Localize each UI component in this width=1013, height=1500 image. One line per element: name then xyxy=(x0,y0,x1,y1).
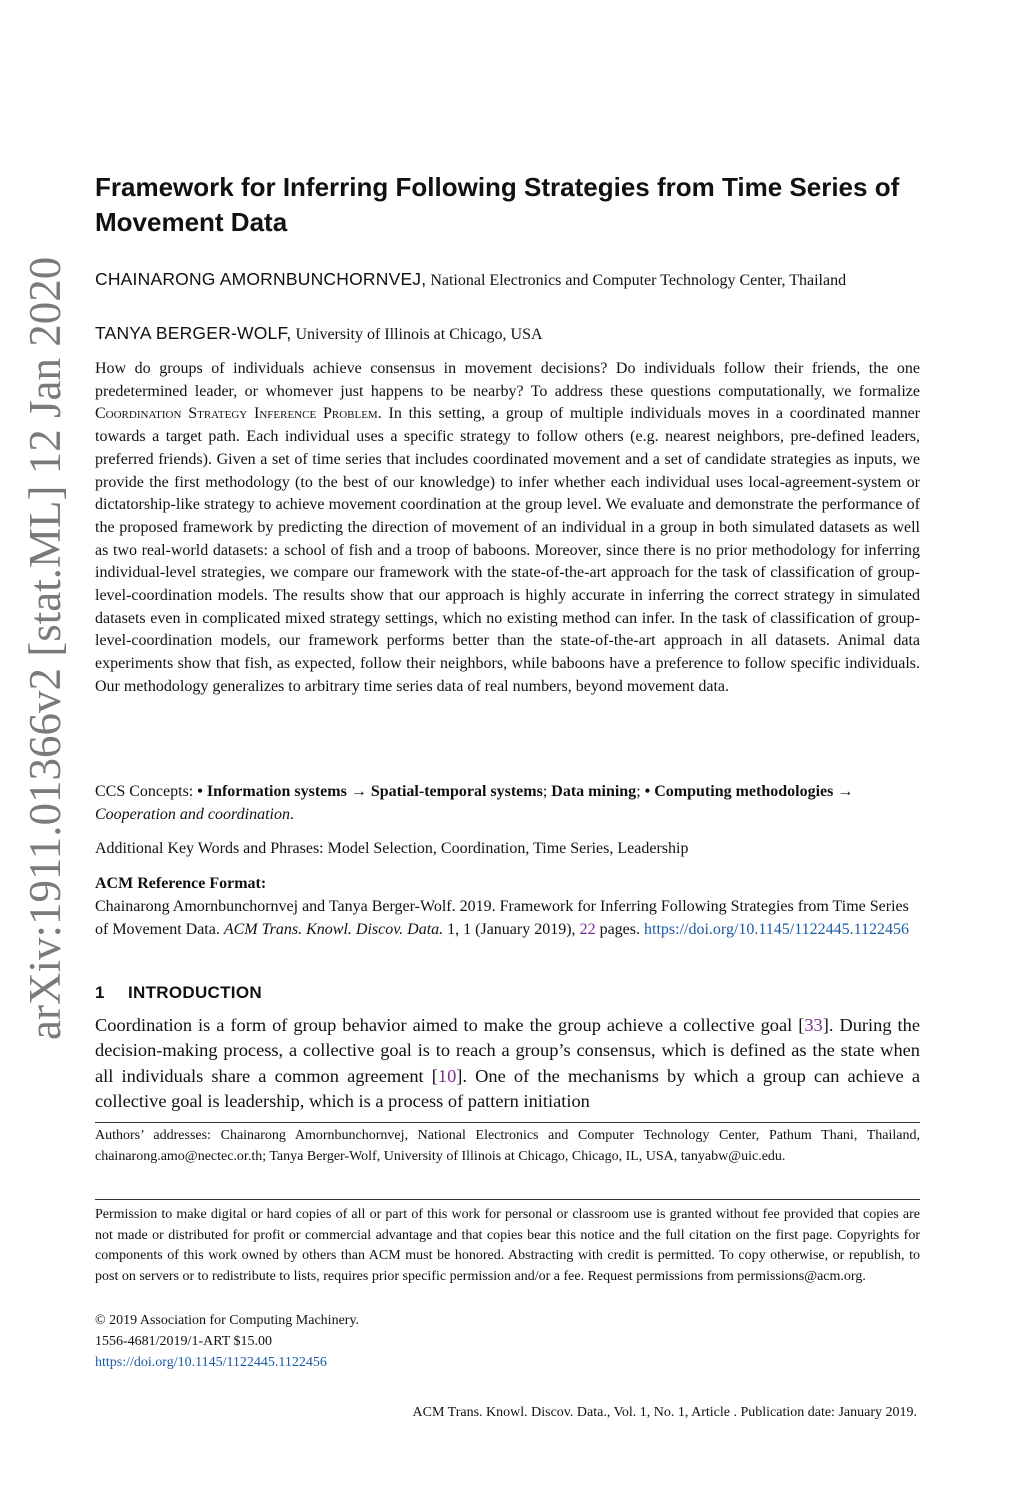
problem-name: Coordination Strategy Inference Problem xyxy=(95,405,378,423)
issn-line: 1556-4681/2019/1-ART $15.00 xyxy=(95,1334,273,1349)
doi-link[interactable]: https://doi.org/10.1145/1122445.1122456 xyxy=(95,1355,327,1370)
footnote-rule xyxy=(95,1122,920,1123)
ccs-concept-2: Computing methodologies xyxy=(654,783,834,800)
arxiv-sidebar-stamp: arXiv:1911.01366v2 [stat.ML] 12 Jan 2020 xyxy=(20,256,70,1040)
section-title: INTRODUCTION xyxy=(128,983,262,1002)
acm-reference xyxy=(95,872,920,941)
ccs-end: . xyxy=(289,806,294,823)
ccs-arrow-1: → xyxy=(346,783,371,800)
section-number: 1 xyxy=(95,983,105,1002)
permission-notice: Permission to make digital or hard copies of all or part of this work for personal or classroom use is granted without fee provided that copies are not made or distributed for profit or commercial advantage and that copies bear this notice and the full citation on the first page. Copyrights for components of this work owned by others than ACM must be honored. Abstracting with credit is permitted. To copy otherwise, or republish, to post on servers or to redistribute to lists, requires prior specific permission and/or a fee. Request permissions from permissions@acm.org. xyxy=(95,1207,920,1285)
author-1-name: CHAINARONG AMORNBUNCHORNVEJ, xyxy=(95,269,427,289)
ccs-concept-1: Information systems xyxy=(206,783,347,800)
author-2 xyxy=(95,320,925,348)
author-1-affiliation: National Electronics and Computer Technology Center, Thailand xyxy=(426,272,847,289)
running-footer: ACM Trans. Knowl. Discov. Data., Vol. 1, No. 1, Article . Publication date: January 2019. xyxy=(412,1405,917,1420)
acm-reference-pages-label: pages. xyxy=(595,921,644,938)
abstract-text-rest: . In this setting, a group of multiple individuals moves in a coordinated manner towards a target path. Each individual uses a specific strategy to follow others (e.g. nearest neighbors, pre-defined leaders, preferred friends). Given a set of time series that includes coordinated movement and a set of candidate strategies as inputs, we provide the first methodology (to the best of our knowledge) to infer whether each individual uses local-agreement-system or dictatorship-like strategy to achieve movement coordination at the group level. We evaluate and demonstrate the performance of the proposed framework by predicting the direction of movement of an individual in a group in both simulated datasets as well as two real-world datasets: a school of fish and a troop of baboons. Moreover, since there is no prior methodology for inferring individual-level strategies, we compare our framework with the state-of-the-art approach for the task of classification of group-level-coordination models. The results show that our approach is highly accurate in inferring the correct strategy in simulated datasets even in complicated mixed strategy settings, which no existing method can infer. In the task of classification of group-level-coordination models, our framework performs better than the state-of-the-art approach in all datasets. Animal data experiments show that fish, as expected, follow their neighbors, while baboons have a preference to follow specific individuals. Our methodology generalizes to arbitrary time series data of real numbers, beyond movement data. xyxy=(95,405,920,695)
intro-paragraph xyxy=(95,1013,920,1114)
author-2-name: TANYA BERGER-WOLF, xyxy=(95,323,292,343)
paper-title: Framework for Inferring Following Strategies from Time Series of Movement Data xyxy=(95,172,900,237)
acm-reference-volume: 1, 1 (January 2019), xyxy=(443,921,580,938)
keywords: Additional Key Words and Phrases: Model Selection, Coordination, Time Series, Leadership xyxy=(95,840,689,857)
acm-reference-text: Chainarong Amornbunchornvej and Tanya Berger-Wolf. 2019. Framework for Inferring Following Strategies from Time Series of Movement Data. xyxy=(95,898,909,938)
acm-reference-doi-link[interactable]: https://doi.org/10.1145/1122445.1122456 xyxy=(644,921,910,938)
ccs-concept-1a: Spatial-temporal systems xyxy=(370,783,543,800)
ccs-sep-2: ; xyxy=(636,783,645,800)
ccs-concept-2a: Cooperation and coordination xyxy=(95,806,290,823)
abstract-text-start: How do groups of individuals achieve consensus in movement decisions? Do individuals follow their friends, the one predetermined leader, or whomever just happens to be nearby? To address these questions computationally, we formalize xyxy=(95,360,920,400)
acm-reference-journal: ACM Trans. Knowl. Discov. Data. xyxy=(223,921,444,938)
ccs-sep-1: ; xyxy=(542,783,552,800)
intro-text-3: ]. One of the mechanisms by which a group can achieve a collective goal is leadership, which is a process of pattern initiation xyxy=(95,1065,920,1111)
author-2-affiliation: University of Illinois at Chicago, USA xyxy=(291,326,543,343)
intro-text-1: Coordination is a form of group behavior aimed to make the group achieve a collective goal [ xyxy=(95,1015,805,1035)
authors-addresses: Authors’ addresses: Chainarong Amornbunchornvej, National Electronics and Computer Technology Center, Pathum Thani, Thailand, chainarong.amo@nectec.or.th; Tanya Berger-Wolf, University of Illinois at Chicago, Chicago, IL, USA, tanyabw@uic.edu. xyxy=(95,1128,920,1164)
acm-reference-pages-link[interactable]: 22 xyxy=(579,921,596,938)
citation-link[interactable]: 33 xyxy=(804,1015,823,1035)
section-heading-introduction xyxy=(95,983,262,1003)
permission-rule xyxy=(95,1199,920,1200)
citation-link[interactable]: 10 xyxy=(437,1065,457,1086)
doi-footer xyxy=(95,1353,920,1374)
ccs-bullet-2: • xyxy=(644,783,655,800)
ccs-concepts xyxy=(95,780,935,826)
ccs-bullet-1: • xyxy=(197,783,207,800)
copyright-line: © 2019 Association for Computing Machinery. xyxy=(95,1313,360,1328)
acm-reference-heading: ACM Reference Format: xyxy=(95,875,267,892)
ccs-label: CCS Concepts: xyxy=(95,783,198,800)
ccs-concept-1b: Data mining xyxy=(551,783,637,800)
abstract xyxy=(95,358,920,699)
author-1 xyxy=(95,266,925,294)
intro-text-2: ]. During the decision-making process, a collective goal is to reach a group’s consensus, which is defined as the state when all individuals share a common agreement [ xyxy=(95,1015,920,1086)
ccs-arrow-2: → xyxy=(833,783,854,800)
